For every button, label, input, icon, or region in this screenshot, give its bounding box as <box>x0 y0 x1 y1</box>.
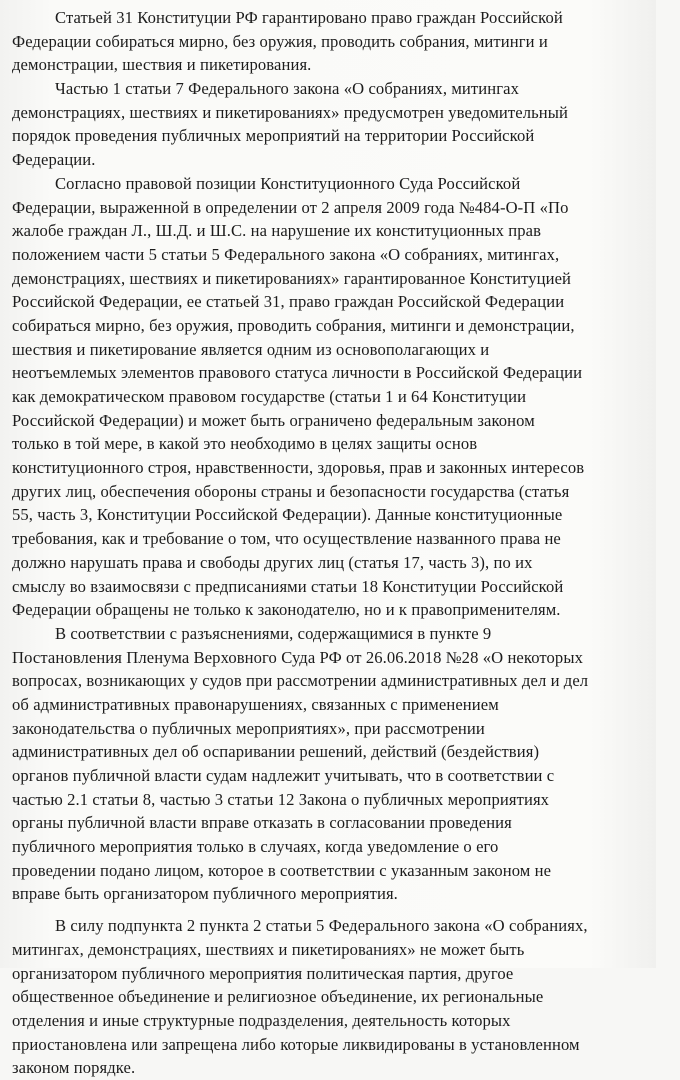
paragraph <box>0 77 680 172</box>
text-line: Российской Федерации) и может быть ограничено федеральным законом <box>12 410 535 430</box>
text-line: как демократическом правовом государстве (статьи 1 и 64 Конституции <box>12 387 527 406</box>
text-line: только в той мере, в какой это необходимо в целях защиты основ <box>12 434 478 454</box>
text-line: смыслу во взаимосвязи с предписаниями статьи 18 Конституции Российской <box>12 576 564 596</box>
text-line: Российской Федерации, ее статьей 31, право граждан Российской Федерации <box>12 292 565 312</box>
text-line: положением части 5 статьи 5 Федерального закона «О собраниях, митингах, <box>12 244 560 264</box>
text-line: шествия и пикетирование является одним из основополагающих и <box>12 339 490 359</box>
text-line: вправе быть организатором публичного мероприятия. <box>12 884 398 904</box>
text-line: В соответствии с разъяснениями, содержащимися в пункте 9 <box>55 623 492 643</box>
text-line: Частью 1 статьи 7 Федерального закона «О собраниях, митингах <box>55 79 519 99</box>
paragraph <box>0 914 680 1080</box>
text-line: законодательства о публичных мероприятиях», при рассмотрении <box>12 718 485 738</box>
text-line: общественное объединение и религиозное объединение, их региональные <box>12 987 544 1007</box>
text-line: органов публичной власти судам надлежит учитывать, что в соответствии с <box>12 766 555 785</box>
text-line: приостановлена или запрещена либо которые ликвидированы в установленном <box>12 1034 580 1054</box>
text-line: органы публичной власти вправе отказать в согласовании проведения <box>12 813 512 833</box>
text-line: демонстрациях, шествиях и пикетированиях» предусмотрен уведомительный <box>12 102 568 122</box>
text-line: демонстрациях, шествиях и пикетированиях» гарантированное Конституцией <box>12 268 572 288</box>
text-line: законом порядке. <box>12 1058 136 1078</box>
paragraph <box>0 622 680 906</box>
text-line: Согласно правовой позиции Конституционного Суда Российской <box>55 173 521 193</box>
text-line: неотъемлемых элементов правового статуса личности в Российской Федерации <box>12 363 583 383</box>
text-line: В силу подпункта 2 пункта 2 статьи 5 Федерального закона «О собраниях, <box>55 916 588 936</box>
text-line: жалобе граждан Л., Ш.Д. и Ш.С. на нарушение их конституционных прав <box>12 221 542 241</box>
text-line: 55, часть 3, Конституции Российской Федерации). Данные конституционные <box>12 505 563 525</box>
document-body <box>0 6 680 1080</box>
text-line: конституционного строя, нравственности, здоровья, прав и законных интересов <box>12 458 585 478</box>
text-line: других лиц, обеспечения обороны страны и безопасности государства (статья <box>12 481 570 501</box>
text-line: митингах, демонстрациях, шествиях и пикетированиях» не может быть <box>12 939 525 959</box>
text-line: частью 2.1 статьи 8, частью 3 статьи 12 Закона о публичных мероприятиях <box>12 789 550 809</box>
text-line: публичного мероприятия только в случаях, когда уведомление о его <box>12 837 499 857</box>
text-line: административных дел об оспаривании решений, действий (бездействия) <box>12 742 540 762</box>
text-line: Федерации собираться мирно, без оружия, проводить собрания, митинги и <box>12 31 548 51</box>
paragraph <box>0 172 680 622</box>
paragraph-spacer <box>0 906 680 914</box>
text-line: организатором публичного мероприятия политическая партия, другое <box>12 963 514 983</box>
text-line: Статьей 31 Конституции РФ гарантировано право граждан Российской <box>55 8 563 27</box>
text-line: собираться мирно, без оружия, проводить собрания, митинги и демонстрации, <box>12 315 575 335</box>
text-line: проведении подано лицом, которое в соответствии с указанным законом не <box>12 860 552 880</box>
text-line: об административных правонарушениях, связанных с применением <box>12 694 499 714</box>
text-line: демонстрации, шествия и пикетирования. <box>12 55 312 75</box>
text-line: Федерации. <box>12 150 96 170</box>
text-line: Федерации обращены не только к законодателю, но и к правоприменителям. <box>12 600 561 620</box>
text-line: порядок проведения публичных мероприятий на территории Российской <box>12 126 535 146</box>
text-line: вопросах, возникающих у судов при рассмотрении административных дел и дел <box>12 671 589 691</box>
text-line: должно нарушать права и свободы других лиц (статья 17, часть 3), по их <box>12 552 533 572</box>
text-line: отделения и иные структурные подразделения, деятельность которых <box>12 1010 511 1030</box>
text-line: Постановления Пленума Верховного Суда РФ от 26.06.2018 №28 «О некоторых <box>12 647 583 667</box>
text-line: Федерации, выраженной в определении от 2 апреля 2009 года №484-О-П «По <box>12 197 569 217</box>
paragraph <box>0 6 680 77</box>
text-line: требования, как и требование о том, что осуществление названного права не <box>12 529 561 549</box>
